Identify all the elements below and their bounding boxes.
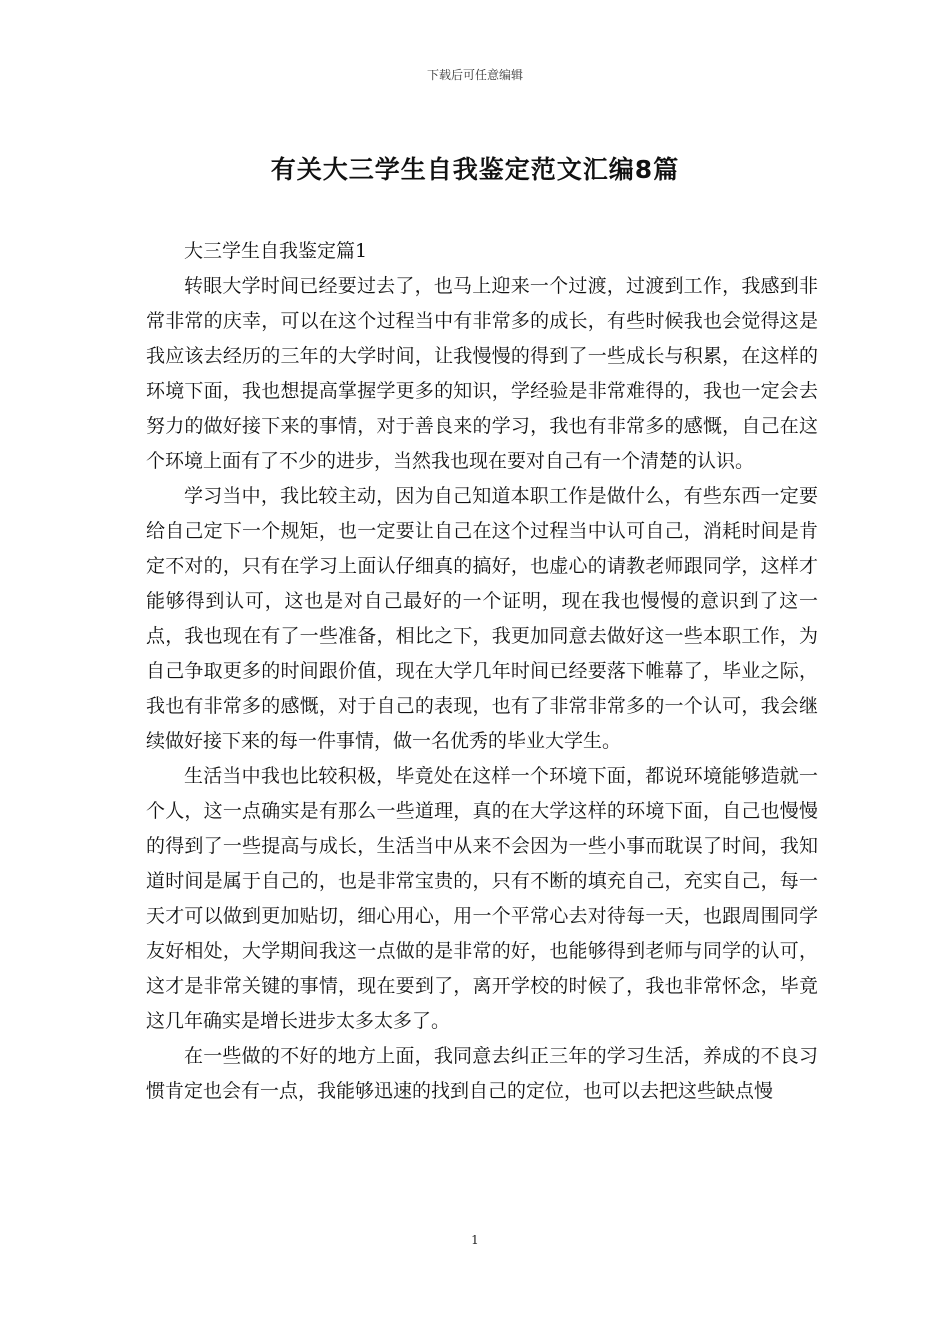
paragraph-4: 在一些做的不好的地方上面，我同意去纠正三年的学习生活，养成的不良习惯肯定也会有一点，我能够迅速的找到自己的定位，也可以去把这些缺点慢 (146, 1045, 818, 1102)
page-number: 1 (471, 1233, 479, 1247)
section-heading: 大三学生自我鉴定篇1 (184, 240, 368, 262)
header-note: 下载后可任意编辑 (426, 68, 523, 82)
paragraph-1: 转眼大学时间已经要过去了，也马上迎来一个过渡，过渡到工作，我感到非常非常的庆幸，可以在这个过程当中有非常多的成长，有些时候我也会觉得这是我应该去经历的三年的大学时间，让我慢慢的得到了一些成长与积累，在这样的环境下面，我也想提高掌握学更多的知识，学经验是非常难得的，我也一定会去努力的做好接下来的事情，对于善良来的学习，我也有非常多的感慨，自己在这个环境上面有了不少的进步，当然我也现在要对自己有一个清楚的认识。 (146, 275, 818, 472)
document-body (146, 234, 818, 1109)
document-title: 有关大三学生自我鉴定范文汇编8篇 (270, 155, 680, 184)
paragraph-3: 生活当中我也比较积极，毕竟处在这样一个环境下面，都说环境能够造就一个人，这一点确实是有那么一些道理，真的在大学这样的环境下面，自己也慢慢的得到了一些提高与成长，生活当中从来不会因为一些小事而耽误了时间，我知道时间是属于自己的，也是非常宝贵的，只有不断的填充自己，充实自己，每一天才可以做到更加贴切，细心用心，用一个平常心去对待每一天，也跟周围同学友好相处，大学期间我这一点做的是非常的好，也能够得到老师与同学的认可，这才是非常关键的事情，现在要到了，离开学校的时候了，我也非常怀念，毕竟这几年确实是增长进步太多太多了。 (146, 765, 818, 1032)
paragraph-2: 学习当中，我比较主动，因为自己知道本职工作是做什么，有些东西一定要给自己定下一个规矩，也一定要让自己在这个过程当中认可自己，消耗时间是肯定不对的，只有在学习上面认仔细真的搞好，也虚心的请教老师跟同学，这样才能够得到认可，这也是对自己最好的一个证明，现在我也慢慢的意识到了这一点，我也现在有了一些准备，相比之下，我更加同意去做好这一些本职工作，为自己争取更多的时间跟价值，现在大学几年时间已经要落下帷幕了，毕业之际，我也有非常多的感慨，对于自己的表现，也有了非常非常多的一个认可，我会继续做好接下来的每一件事情，做一名优秀的毕业大学生。 (146, 485, 818, 752)
